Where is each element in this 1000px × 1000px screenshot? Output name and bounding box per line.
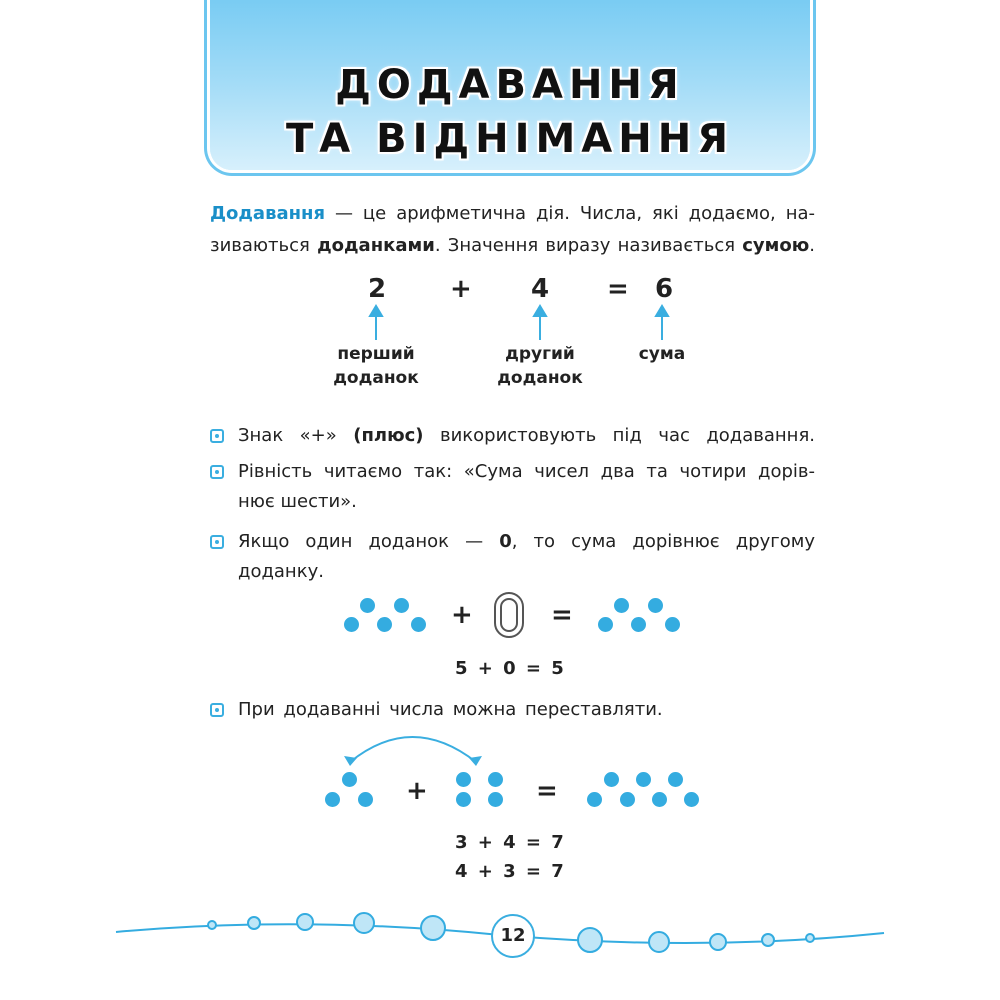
arrow-head-addend-2 [534,306,546,316]
page-title-line-2: ТА ВІДНІМАННЯ [285,116,735,162]
label-second-addend [480,342,600,390]
dot [652,792,667,807]
dot [394,598,409,613]
dot [456,792,471,807]
swap-arc-arrow [350,737,476,762]
dot [488,772,503,787]
bullet-text-line-2: доданку. [238,561,324,582]
term-sum: сумою [742,235,810,256]
dot [620,792,635,807]
zero-digit-outline [494,592,524,638]
bead [297,914,313,930]
dot [684,792,699,807]
zero-equals-sign: = [551,600,573,630]
arrow-head-sum [656,306,668,316]
bead [578,928,602,952]
dot [636,772,651,787]
example-equals-sign: = [607,274,629,304]
swap-equation-1: 3 + 4 = 7 [455,832,566,853]
bullet-text-line-1: Рівність читаємо так: «Сума чисел два та чотири дорів- [238,461,815,482]
definition-text-4: . [809,235,815,256]
term-addition: Додавання [210,203,326,224]
bead [208,921,216,929]
dot [377,617,392,632]
label-first-addend-line-1: перший [337,344,415,364]
example-addend-2: 4 [531,274,550,304]
dot [587,792,602,807]
bullet-text-bold: (плюс) [353,425,424,446]
label-sum: сума [638,344,686,364]
arrow-head-addend-1 [370,306,382,316]
page-title-line-1: ДОДАВАННЯ [335,62,685,108]
dot [360,598,375,613]
dot [598,617,613,632]
example-sum: 6 [655,274,674,304]
bullet-text [238,420,815,452]
bead [762,934,774,946]
label-first-addend-line-2: доданок [333,368,419,388]
bead [421,916,445,940]
dot [342,772,357,787]
swap-equation-2: 4 + 3 = 7 [455,861,566,882]
bead [248,917,260,929]
dot [411,617,426,632]
page-number: 12 [491,914,535,958]
zero-plus-sign: + [451,600,473,630]
term-addends: доданками [317,235,435,256]
bullet-icon [210,703,224,717]
bullet-icon [210,535,224,549]
dot [358,792,373,807]
label-first-addend [316,342,436,390]
dot [456,772,471,787]
dot [604,772,619,787]
dot [325,792,340,807]
label-second-addend-line-2: доданок [497,368,583,388]
bullet-text-line-2: нює шести». [238,491,357,512]
bead [710,934,726,950]
bullet-text: При додаванні числа можна переставляти. [238,699,663,720]
dot [344,617,359,632]
bullet-text-post: , то сума дорівнює другому [511,531,815,552]
bead [649,932,669,952]
bullet-text-pre: Знак «+» [238,425,354,446]
definition-text-3: . Значення виразу називається [434,235,743,256]
bullet-text-line-1 [238,526,815,558]
swap-equals-sign: = [536,776,558,806]
swap-plus-sign: + [406,776,428,806]
dot [631,617,646,632]
bead [806,934,814,942]
bullet-icon [210,429,224,443]
bullet-text-bold: 0 [499,531,512,552]
bead [354,913,374,933]
bullet-text-post: використовують під час додавання. [423,425,815,446]
dot [488,792,503,807]
example-addend-1: 2 [368,274,387,304]
bullet-text-pre: Якщо один доданок — [238,531,500,552]
dot [614,598,629,613]
dot [665,617,680,632]
definition-text-2: зиваються [210,235,318,256]
bullet-icon [210,465,224,479]
dot [668,772,683,787]
definition-text-1: — це арифметична дія. Числа, які додаємо, на- [325,203,815,224]
zero-equation: 5 + 0 = 5 [455,658,566,679]
label-second-addend-line-1: другий [505,344,575,364]
zero-digit-inner [500,598,518,632]
example-plus-sign: + [450,274,472,304]
dot [648,598,663,613]
